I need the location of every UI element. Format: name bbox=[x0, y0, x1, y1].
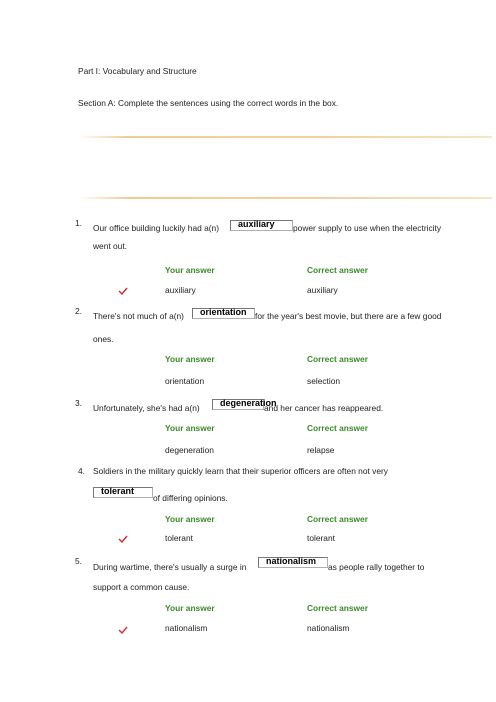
question-number: 3. bbox=[75, 398, 82, 408]
your-answer-value: orientation bbox=[165, 376, 205, 386]
correct-answer-label: Correct answer bbox=[307, 514, 368, 524]
word-box-bottom-rule bbox=[78, 197, 492, 199]
correct-answer-value: selection bbox=[307, 376, 341, 386]
your-answer-label: Your answer bbox=[165, 514, 215, 524]
your-answer-value: degeneration bbox=[165, 445, 214, 455]
question-text-line2: went out. bbox=[93, 241, 127, 251]
question-number: 1. bbox=[75, 218, 82, 228]
check-icon bbox=[118, 287, 128, 295]
question-text-before: There's not much of a(n) bbox=[93, 311, 184, 321]
question-text-after: as people rally together to bbox=[328, 562, 425, 572]
question-text-before: Unfortunately, she's had a(n) bbox=[93, 403, 200, 413]
check-icon bbox=[118, 535, 128, 543]
question-number: 5. bbox=[75, 556, 82, 566]
question-text-before: Our office building luckily had a(n) bbox=[93, 223, 220, 233]
answer-input[interactable]: auxiliary bbox=[230, 220, 293, 231]
your-answer-value: tolerant bbox=[165, 533, 193, 543]
your-answer-value: nationalism bbox=[165, 623, 208, 633]
answer-input[interactable]: degeneration bbox=[212, 399, 264, 410]
your-answer-label: Your answer bbox=[165, 354, 215, 364]
question-number: 4. bbox=[78, 466, 85, 476]
correct-answer-label: Correct answer bbox=[307, 423, 368, 433]
question-number: 2. bbox=[75, 306, 82, 316]
question-text-after: power supply to use when the electricity bbox=[293, 223, 442, 233]
your-answer-value: auxiliary bbox=[165, 285, 196, 295]
question-text-after: and her cancer has reappeared. bbox=[264, 403, 384, 413]
question-text-after: of differing opinions. bbox=[153, 493, 228, 503]
correct-answer-value: nationalism bbox=[307, 623, 350, 633]
correct-answer-label: Correct answer bbox=[307, 265, 368, 275]
question-text-after: for the year's best movie, but there are a few good bbox=[255, 311, 442, 321]
question-text-line2: support a common cause. bbox=[93, 582, 190, 592]
your-answer-label: Your answer bbox=[165, 265, 215, 275]
correct-answer-value: relapse bbox=[307, 445, 335, 455]
your-answer-label: Your answer bbox=[165, 423, 215, 433]
answer-input[interactable]: tolerant bbox=[93, 487, 153, 498]
question-text-line2: ones. bbox=[93, 334, 114, 344]
check-icon bbox=[118, 626, 128, 634]
word-box-top-rule bbox=[78, 136, 492, 138]
your-answer-label: Your answer bbox=[165, 603, 215, 613]
question-text-before: During wartime, there's usually a surge in bbox=[93, 562, 247, 572]
answer-input[interactable]: orientation bbox=[192, 308, 255, 319]
correct-answer-label: Correct answer bbox=[307, 603, 368, 613]
part-title: Part I: Vocabulary and Structure bbox=[78, 66, 197, 76]
question-text-before: Soldiers in the military quickly learn that their superior officers are often not very bbox=[93, 466, 388, 476]
correct-answer-label: Correct answer bbox=[307, 354, 368, 364]
correct-answer-value: tolerant bbox=[307, 533, 335, 543]
correct-answer-value: auxiliary bbox=[307, 285, 338, 295]
section-title: Section A: Complete the sentences using the correct words in the box. bbox=[78, 98, 339, 108]
answer-input[interactable]: nationalism bbox=[258, 557, 328, 568]
